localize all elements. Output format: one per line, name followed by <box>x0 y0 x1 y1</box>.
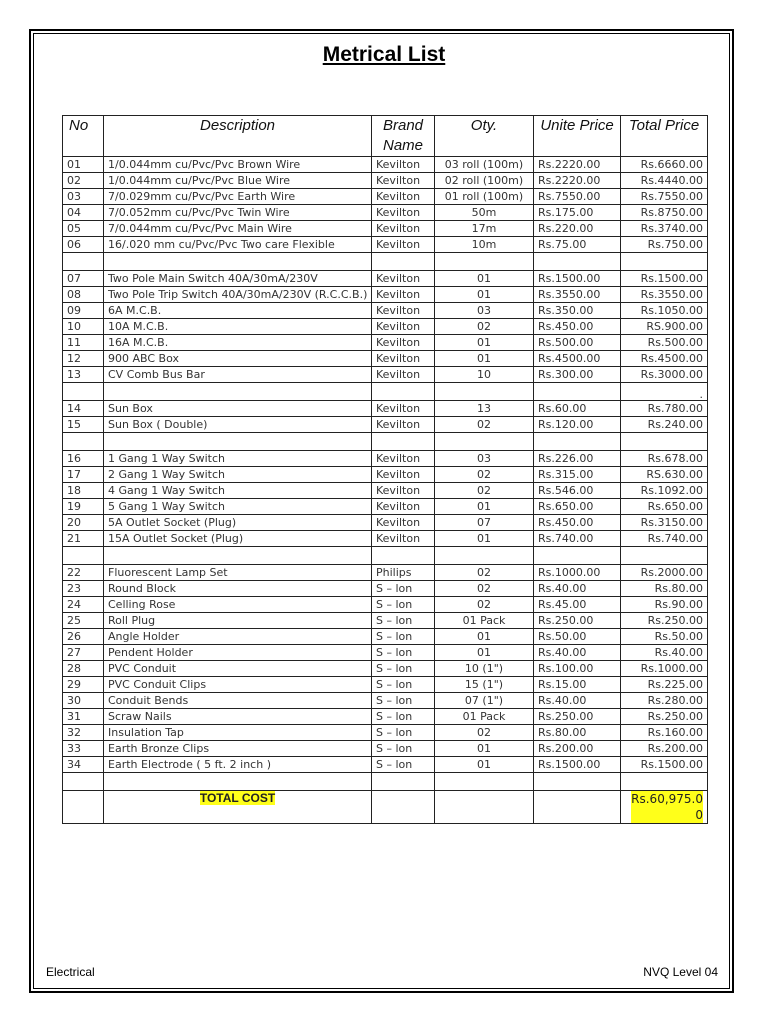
table-row <box>63 483 708 499</box>
cell-qty: 01 <box>435 271 534 287</box>
table-row <box>63 335 708 351</box>
cell-brand: Kevilton <box>372 367 435 383</box>
cell-no: 25 <box>63 613 104 629</box>
cell-qty: 01 <box>435 351 534 367</box>
cell-total-price: RS.900.00 <box>621 319 708 335</box>
table-row <box>63 157 708 173</box>
cell-no: 15 <box>63 417 104 433</box>
cell-brand: Kevilton <box>372 515 435 531</box>
cell-total-price: Rs.200.00 <box>621 741 708 757</box>
cell-brand: Kevilton <box>372 287 435 303</box>
table-row <box>63 709 708 725</box>
cell-total-price: Rs.240.00 <box>621 417 708 433</box>
cell-unit-price: Rs.1000.00 <box>534 565 621 581</box>
cell-qty: 17m <box>435 221 534 237</box>
cell-description: PVC Conduit <box>104 661 372 677</box>
cell-no: 08 <box>63 287 104 303</box>
table-row <box>63 757 708 773</box>
spacer-row <box>63 433 708 451</box>
cell-brand: Kevilton <box>372 467 435 483</box>
table-row <box>63 677 708 693</box>
cell-unit-price: Rs.350.00 <box>534 303 621 319</box>
cell-no: 03 <box>63 189 104 205</box>
cell-brand: S – lon <box>372 741 435 757</box>
cell-description <box>104 773 372 791</box>
cell-unit-price: Rs.315.00 <box>534 467 621 483</box>
cell-unit-price <box>534 547 621 565</box>
cell-qty: 01 <box>435 499 534 515</box>
cell-brand: Kevilton <box>372 531 435 547</box>
cell-total-price: Rs.3550.00 <box>621 287 708 303</box>
cell-unit-price: Rs.1500.00 <box>534 271 621 287</box>
cell-total-price: Rs.80.00 <box>621 581 708 597</box>
header-unit-price: Unite Price <box>534 116 621 157</box>
cell-qty: 02 <box>435 483 534 499</box>
table-row <box>63 401 708 417</box>
cell-brand: Kevilton <box>372 189 435 205</box>
table-row <box>63 581 708 597</box>
cell-description: 1/0.044mm cu/Pvc/Pvc Brown Wire <box>104 157 372 173</box>
cell-no <box>63 253 104 271</box>
cell-no: 31 <box>63 709 104 725</box>
table-row <box>63 417 708 433</box>
cell-brand <box>372 433 435 451</box>
table-row <box>63 499 708 515</box>
cell-description: Pendent Holder <box>104 645 372 661</box>
cell-qty: 01 <box>435 335 534 351</box>
cell-qty: 03 <box>435 451 534 467</box>
cell-no: 23 <box>63 581 104 597</box>
cell-description: 900 ABC Box <box>104 351 372 367</box>
cell-brand: S – lon <box>372 725 435 741</box>
cell-description: 7/0.044mm cu/Pvc/Pvc Main Wire <box>104 221 372 237</box>
cell-unit-price: Rs.15.00 <box>534 677 621 693</box>
cell-no: 09 <box>63 303 104 319</box>
total-label-cell <box>104 791 372 824</box>
cell-qty: 03 roll (100m) <box>435 157 534 173</box>
cell-description: 15A Outlet Socket (Plug) <box>104 531 372 547</box>
cell-brand: S – lon <box>372 645 435 661</box>
cell-description: CV Comb Bus Bar <box>104 367 372 383</box>
cell-no: 13 <box>63 367 104 383</box>
cell-qty: 02 <box>435 581 534 597</box>
cell-no: 32 <box>63 725 104 741</box>
cell-description: Scraw Nails <box>104 709 372 725</box>
cell-description: 16/.020 mm cu/Pvc/Pvc Two care Flexible <box>104 237 372 253</box>
cell-brand: Kevilton <box>372 417 435 433</box>
table-header-row <box>63 116 708 157</box>
cell-total-price: . <box>621 383 708 401</box>
cell-total-price: Rs.1500.00 <box>621 271 708 287</box>
cell-qty: 07 (1") <box>435 693 534 709</box>
cell-qty: 03 <box>435 303 534 319</box>
cell-no: 06 <box>63 237 104 253</box>
cell-no: 16 <box>63 451 104 467</box>
cell-total-price: Rs.8750.00 <box>621 205 708 221</box>
cell-unit-price: Rs.80.00 <box>534 725 621 741</box>
cell-total-price: Rs.678.00 <box>621 451 708 467</box>
cell-total-price: Rs.740.00 <box>621 531 708 547</box>
cell-total-price: Rs.650.00 <box>621 499 708 515</box>
cell-total-price: RS.630.00 <box>621 467 708 483</box>
cell-qty: 02 <box>435 597 534 613</box>
cell-total-price: Rs.280.00 <box>621 693 708 709</box>
cell-no: 12 <box>63 351 104 367</box>
table-row <box>63 205 708 221</box>
table-row <box>63 367 708 383</box>
cell-qty: 01 <box>435 531 534 547</box>
cell-description: 7/0.052mm cu/Pvc/Pvc Twin Wire <box>104 205 372 221</box>
cell-description <box>104 253 372 271</box>
table-row <box>63 271 708 287</box>
cell-unit-price: Rs.60.00 <box>534 401 621 417</box>
cell-brand <box>372 253 435 271</box>
cell-description <box>104 383 372 401</box>
header-brand: Brand Name <box>372 116 435 157</box>
cell-description: 10A M.C.B. <box>104 319 372 335</box>
cell-no: 27 <box>63 645 104 661</box>
cell-total-price: Rs.160.00 <box>621 725 708 741</box>
cell-description: Earth Electrode ( 5 ft. 2 inch ) <box>104 757 372 773</box>
footer-left: Electrical <box>46 965 95 979</box>
cell-brand: S – lon <box>372 693 435 709</box>
spacer-row <box>63 253 708 271</box>
total-cell-no <box>63 791 104 824</box>
cell-total-price: Rs.90.00 <box>621 597 708 613</box>
cell-unit-price: Rs.650.00 <box>534 499 621 515</box>
spacer-row <box>63 773 708 791</box>
table-row <box>63 661 708 677</box>
cell-no: 34 <box>63 757 104 773</box>
cell-qty: 01 <box>435 287 534 303</box>
cell-unit-price <box>534 383 621 401</box>
cell-no: 01 <box>63 157 104 173</box>
cell-brand: Kevilton <box>372 499 435 515</box>
cell-no: 33 <box>63 741 104 757</box>
cell-description: PVC Conduit Clips <box>104 677 372 693</box>
cell-unit-price: Rs.200.00 <box>534 741 621 757</box>
total-cost-label: TOTAL COST <box>199 791 276 805</box>
cell-no: 11 <box>63 335 104 351</box>
header-description: Description <box>104 116 372 157</box>
table-row <box>63 287 708 303</box>
cell-description: 4 Gang 1 Way Switch <box>104 483 372 499</box>
footer-right: NVQ Level 04 <box>643 965 718 979</box>
cell-unit-price: Rs.120.00 <box>534 417 621 433</box>
cell-description: Roll Plug <box>104 613 372 629</box>
cell-unit-price: Rs.50.00 <box>534 629 621 645</box>
cell-total-price: Rs.1092.00 <box>621 483 708 499</box>
cell-qty: 07 <box>435 515 534 531</box>
cell-brand: Kevilton <box>372 335 435 351</box>
table-row <box>63 189 708 205</box>
cell-description <box>104 547 372 565</box>
cell-unit-price: Rs.250.00 <box>534 613 621 629</box>
cell-no <box>63 433 104 451</box>
cell-unit-price: Rs.4500.00 <box>534 351 621 367</box>
table-row <box>63 645 708 661</box>
table-row <box>63 741 708 757</box>
cell-no: 28 <box>63 661 104 677</box>
total-cost-value: Rs.60,975.00 <box>631 792 703 822</box>
spacer-row <box>63 383 708 401</box>
material-table <box>62 115 708 824</box>
cell-unit-price: Rs.450.00 <box>534 319 621 335</box>
cell-brand: Kevilton <box>372 319 435 335</box>
cell-brand: Kevilton <box>372 173 435 189</box>
table-row <box>63 303 708 319</box>
cell-unit-price: Rs.250.00 <box>534 709 621 725</box>
cell-total-price: Rs.4440.00 <box>621 173 708 189</box>
cell-description: 1 Gang 1 Way Switch <box>104 451 372 467</box>
cell-brand: Kevilton <box>372 483 435 499</box>
cell-brand: Kevilton <box>372 451 435 467</box>
cell-description: 5A Outlet Socket (Plug) <box>104 515 372 531</box>
total-cell-qty <box>435 791 534 824</box>
cell-no: 17 <box>63 467 104 483</box>
cell-qty: 01 <box>435 741 534 757</box>
cell-unit-price: Rs.40.00 <box>534 581 621 597</box>
cell-description: Conduit Bends <box>104 693 372 709</box>
cell-total-price: Rs.4500.00 <box>621 351 708 367</box>
cell-unit-price: Rs.45.00 <box>534 597 621 613</box>
cell-description: 7/0.029mm cu/Pvc/Pvc Earth Wire <box>104 189 372 205</box>
cell-qty: 01 <box>435 645 534 661</box>
cell-description: 1/0.044mm cu/Pvc/Pvc Blue Wire <box>104 173 372 189</box>
header-total-price: Total Price <box>621 116 708 157</box>
cell-brand: S – lon <box>372 597 435 613</box>
cell-total-price: Rs.1500.00 <box>621 757 708 773</box>
cell-description: 16A M.C.B. <box>104 335 372 351</box>
cell-description: 5 Gang 1 Way Switch <box>104 499 372 515</box>
cell-brand: Kevilton <box>372 271 435 287</box>
cell-unit-price: Rs.546.00 <box>534 483 621 499</box>
table-row <box>63 319 708 335</box>
cell-qty: 01 Pack <box>435 613 534 629</box>
cell-unit-price: Rs.220.00 <box>534 221 621 237</box>
cell-qty: 01 <box>435 757 534 773</box>
cell-total-price <box>621 253 708 271</box>
cell-brand: S – lon <box>372 757 435 773</box>
cell-brand: Kevilton <box>372 221 435 237</box>
cell-description: Angle Holder <box>104 629 372 645</box>
cell-description <box>104 433 372 451</box>
cell-unit-price: Rs.2220.00 <box>534 157 621 173</box>
table-row <box>63 725 708 741</box>
cell-total-price <box>621 773 708 791</box>
table-row <box>63 613 708 629</box>
table-row <box>63 629 708 645</box>
cell-no: 19 <box>63 499 104 515</box>
cell-no: 14 <box>63 401 104 417</box>
cell-unit-price: Rs.40.00 <box>534 693 621 709</box>
cell-unit-price: Rs.2220.00 <box>534 173 621 189</box>
cell-brand: Philips <box>372 565 435 581</box>
cell-qty <box>435 433 534 451</box>
cell-total-price: Rs.1000.00 <box>621 661 708 677</box>
cell-unit-price <box>534 773 621 791</box>
cell-brand: Kevilton <box>372 303 435 319</box>
cell-unit-price <box>534 433 621 451</box>
cell-no: 07 <box>63 271 104 287</box>
cell-qty: 10m <box>435 237 534 253</box>
cell-total-price: Rs.3740.00 <box>621 221 708 237</box>
table-row <box>63 565 708 581</box>
cell-description: 2 Gang 1 Way Switch <box>104 467 372 483</box>
cell-total-price: Rs.2000.00 <box>621 565 708 581</box>
cell-total-price: Rs.3150.00 <box>621 515 708 531</box>
cell-total-price <box>621 547 708 565</box>
table-row <box>63 467 708 483</box>
cell-qty: 13 <box>435 401 534 417</box>
cell-description: Two Pole Trip Switch 40A/30mA/230V (R.C.C.B.) <box>104 287 372 303</box>
cell-qty: 10 <box>435 367 534 383</box>
cell-unit-price: Rs.300.00 <box>534 367 621 383</box>
cell-qty: 01 Pack <box>435 709 534 725</box>
cell-total-price: Rs.750.00 <box>621 237 708 253</box>
cell-description: Sun Box <box>104 401 372 417</box>
cell-total-price: Rs.780.00 <box>621 401 708 417</box>
cell-qty: 50m <box>435 205 534 221</box>
cell-total-price: Rs.50.00 <box>621 629 708 645</box>
cell-brand: Kevilton <box>372 157 435 173</box>
cell-no: 04 <box>63 205 104 221</box>
table-body <box>63 157 708 791</box>
cell-qty: 02 <box>435 565 534 581</box>
cell-brand: S – lon <box>372 661 435 677</box>
cell-brand <box>372 773 435 791</box>
cell-qty <box>435 383 534 401</box>
cell-unit-price: Rs.1500.00 <box>534 757 621 773</box>
cell-no: 18 <box>63 483 104 499</box>
cell-qty <box>435 547 534 565</box>
cell-no: 10 <box>63 319 104 335</box>
cell-no: 02 <box>63 173 104 189</box>
cell-unit-price: Rs.226.00 <box>534 451 621 467</box>
cell-total-price: Rs.40.00 <box>621 645 708 661</box>
cell-total-price: Rs.250.00 <box>621 613 708 629</box>
total-cell-unit <box>534 791 621 824</box>
cell-no: 30 <box>63 693 104 709</box>
cell-brand: S – lon <box>372 677 435 693</box>
cell-brand: Kevilton <box>372 237 435 253</box>
cell-no <box>63 383 104 401</box>
cell-qty <box>435 253 534 271</box>
cell-qty: 02 roll (100m) <box>435 173 534 189</box>
cell-unit-price: Rs.7550.00 <box>534 189 621 205</box>
cell-brand: Kevilton <box>372 401 435 417</box>
table-row <box>63 173 708 189</box>
header-qty: Oty. <box>435 116 534 157</box>
table-row <box>63 597 708 613</box>
cell-qty: 15 (1") <box>435 677 534 693</box>
total-row <box>63 791 708 824</box>
cell-description: Insulation Tap <box>104 725 372 741</box>
cell-brand <box>372 383 435 401</box>
cell-no: 29 <box>63 677 104 693</box>
cell-total-price: Rs.225.00 <box>621 677 708 693</box>
cell-no <box>63 547 104 565</box>
cell-total-price: Rs.1050.00 <box>621 303 708 319</box>
table-row <box>63 221 708 237</box>
cell-description: Two Pole Main Switch 40A/30mA/230V <box>104 271 372 287</box>
cell-total-price: Rs.500.00 <box>621 335 708 351</box>
cell-brand: S – lon <box>372 629 435 645</box>
cell-brand: S – lon <box>372 581 435 597</box>
cell-unit-price: Rs.450.00 <box>534 515 621 531</box>
cell-no: 22 <box>63 565 104 581</box>
table-row <box>63 693 708 709</box>
cell-no: 20 <box>63 515 104 531</box>
total-cell-brand <box>372 791 435 824</box>
cell-total-price: Rs.250.00 <box>621 709 708 725</box>
cell-description: Fluorescent Lamp Set <box>104 565 372 581</box>
cell-brand: Kevilton <box>372 351 435 367</box>
page-title: Metrical List <box>322 43 446 66</box>
cell-qty: 10 (1") <box>435 661 534 677</box>
cell-total-price <box>621 433 708 451</box>
cell-no: 05 <box>63 221 104 237</box>
table-row <box>63 351 708 367</box>
cell-brand: Kevilton <box>372 205 435 221</box>
header-no: No <box>63 116 104 157</box>
cell-no: 24 <box>63 597 104 613</box>
cell-qty: 01 roll (100m) <box>435 189 534 205</box>
spacer-row <box>63 547 708 565</box>
cell-no: 21 <box>63 531 104 547</box>
table-row <box>63 515 708 531</box>
cell-no: 26 <box>63 629 104 645</box>
cell-no <box>63 773 104 791</box>
cell-unit-price: Rs.500.00 <box>534 335 621 351</box>
cell-unit-price: Rs.40.00 <box>534 645 621 661</box>
cell-qty: 02 <box>435 319 534 335</box>
total-value-cell <box>621 791 708 824</box>
cell-qty: 02 <box>435 417 534 433</box>
cell-brand <box>372 547 435 565</box>
cell-description: 6A M.C.B. <box>104 303 372 319</box>
cell-qty: 02 <box>435 467 534 483</box>
cell-unit-price <box>534 253 621 271</box>
cell-brand: S – lon <box>372 709 435 725</box>
cell-description: Sun Box ( Double) <box>104 417 372 433</box>
cell-description: Earth Bronze Clips <box>104 741 372 757</box>
table-row <box>63 531 708 547</box>
cell-unit-price: Rs.175.00 <box>534 205 621 221</box>
cell-description: Celling Rose <box>104 597 372 613</box>
cell-unit-price: Rs.75.00 <box>534 237 621 253</box>
cell-brand: S – lon <box>372 613 435 629</box>
table-row <box>63 237 708 253</box>
cell-qty: 02 <box>435 725 534 741</box>
cell-total-price: Rs.7550.00 <box>621 189 708 205</box>
table-row <box>63 451 708 467</box>
cell-total-price: Rs.6660.00 <box>621 157 708 173</box>
cell-total-price: Rs.3000.00 <box>621 367 708 383</box>
cell-unit-price: Rs.740.00 <box>534 531 621 547</box>
cell-qty: 01 <box>435 629 534 645</box>
cell-qty <box>435 773 534 791</box>
cell-description: Round Block <box>104 581 372 597</box>
cell-unit-price: Rs.3550.00 <box>534 287 621 303</box>
cell-unit-price: Rs.100.00 <box>534 661 621 677</box>
